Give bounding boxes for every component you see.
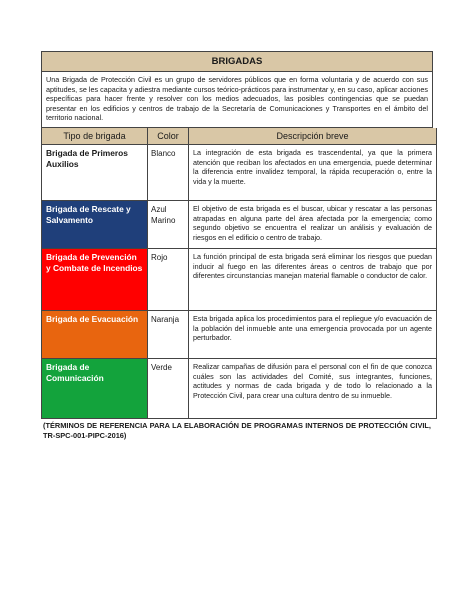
table-title: BRIGADAS — [42, 52, 433, 72]
reference-footnote: (TÉRMINOS DE REFERENCIA PARA LA ELABORACIÓN DE PROGRAMAS INTERNOS DE PROTECCIÓN CIVIL, TR-SPC-001-PIPC-2016) — [43, 421, 431, 440]
table-row — [42, 201, 437, 249]
brigadas-table — [41, 128, 437, 419]
table-row — [42, 249, 437, 311]
document — [41, 51, 433, 441]
header-color: Color — [148, 128, 189, 145]
brigade-type: Brigada de Comunicación — [42, 359, 148, 419]
brigade-color: Verde — [148, 359, 189, 419]
brigade-description: La integración de esta brigada es trascendental, ya que la primera atención que reciban los afectados en una emergencia, puede determinar la diferencia entre invalidez temporal, la rápida recuperación o, entre la vida y la muerte. — [189, 145, 437, 201]
table-row — [42, 145, 437, 201]
table-header-row — [42, 128, 437, 145]
brigade-description: Realizar campañas de difusión para el personal con el fin de que conozca cuáles son las actividades del Comité, sus integrantes, funciones, actitudes y normas de cada brigada y de todo lo relacionado a la Protección Civil, para crear una cultura dentro de su inmueble. — [189, 359, 437, 419]
intro-paragraph: Una Brigada de Protección Civil es un grupo de servidores públicos que en forma voluntaria y de acuerdo con sus aptitudes, se les capacita y adiestra mediante cursos teórico-prácticos para instrumentar y, en su caso, aplicar acciones específicas para hacer frente y resolver con los medios adecuados, las posibles contingencias que se puedan presentar en los edificios y centros de trabajo de la Secretaría de Comunicaciones y Transportes en el ámbito del territorio nacional. — [42, 72, 433, 128]
brigade-color: Rojo — [148, 249, 189, 311]
brigade-color: Azul Marino — [148, 201, 189, 249]
table-row — [42, 311, 437, 359]
table-row — [42, 359, 437, 419]
header-type: Tipo de brigada — [42, 128, 148, 145]
brigade-type: Brigada de Prevención y Combate de Incendios — [42, 249, 148, 311]
brigadas-title-table — [41, 51, 433, 128]
brigade-type: Brigada de Rescate y Salvamento — [42, 201, 148, 249]
brigade-color: Blanco — [148, 145, 189, 201]
brigade-description: Esta brigada aplica los procedimientos para el repliegue y/o evacuación de la población del inmueble ante una emergencia provocada por un agente perturbador. — [189, 311, 437, 359]
brigade-type: Brigada de Primeros Auxilios — [42, 145, 148, 201]
brigade-type: Brigada de Evacuación — [42, 311, 148, 359]
brigade-description: El objetivo de esta brigada es el buscar, ubicar y rescatar a las personas atrapadas en alguna parte del área afectada por la emergencia; como segundo objetivo se encuentra el realizar un análisis y evaluación de riesgos en el edificio o centro de trabajo. — [189, 201, 437, 249]
brigade-color: Naranja — [148, 311, 189, 359]
brigade-description: La función principal de esta brigada será eliminar los riesgos que puedan inducir al fuego en las diferentes áreas o centros de trabajo que por diferentes circunstancias manejan material flamable o conductor de calor. — [189, 249, 437, 311]
header-description: Descripción breve — [189, 128, 437, 145]
